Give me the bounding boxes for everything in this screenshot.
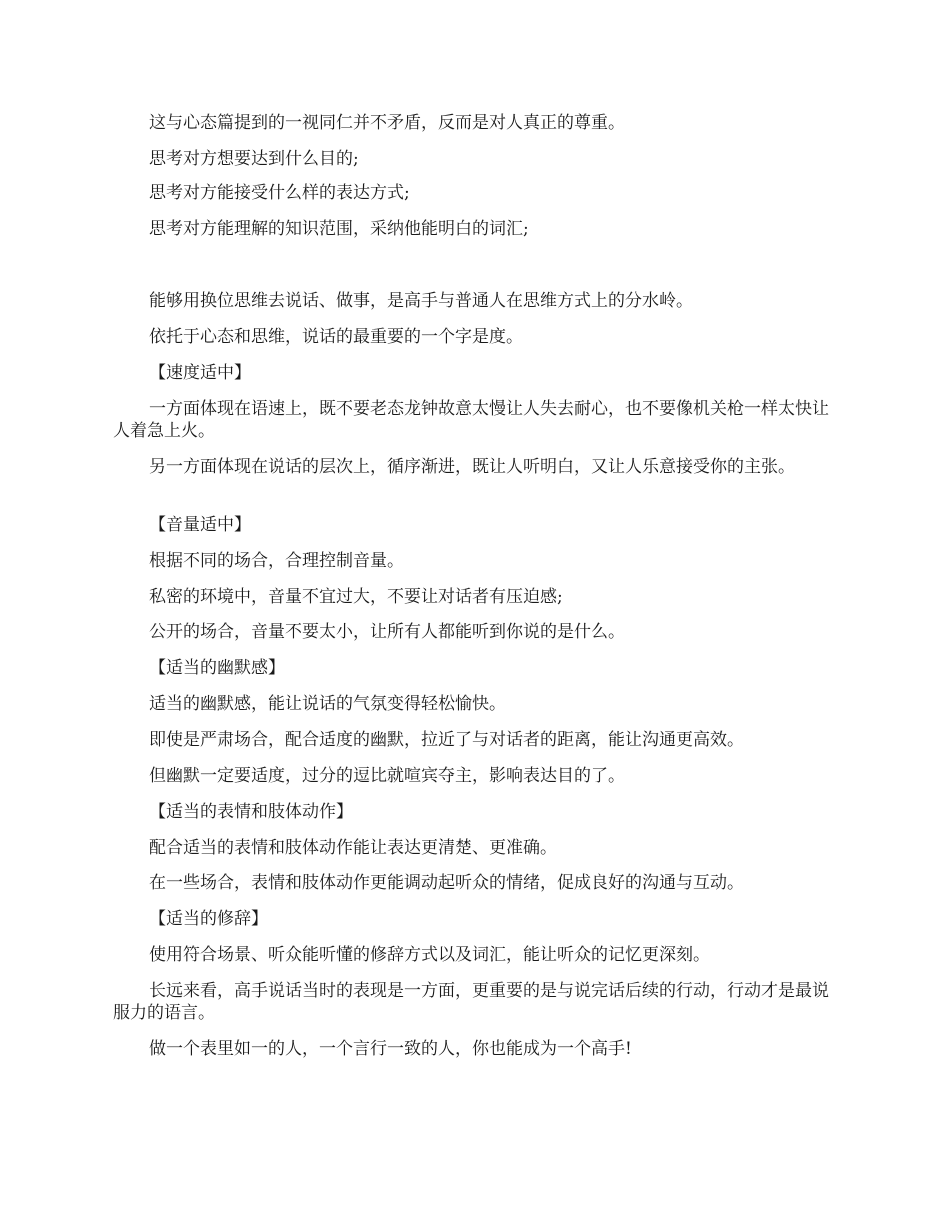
section-heading: 【适当的表情和肢体动作】 xyxy=(149,802,353,822)
paragraph: 长远来看，高手说话当时的表现是一方面，更重要的是与说完话后续的行动，行动才是最说服力的语言。 xyxy=(113,981,829,1023)
paragraph: 依托于心态和思维，说话的最重要的一个字是度。 xyxy=(149,327,523,347)
paragraph: 思考对方能接受什么样的表达方式; xyxy=(149,183,410,203)
paragraph: 一方面体现在语速上，既不要老态龙钟故意太慢让人失去耐心，也不要像机关枪一样太快让人着急上火。 xyxy=(113,399,829,441)
paragraph: 做一个表里如一的人，一个言行一致的人，你也能成为一个高手! xyxy=(149,1039,632,1059)
paragraph: 私密的环境中，音量不宜过大，不要让对话者有压迫感; xyxy=(149,587,563,607)
paragraph: 配合适当的表情和肢体动作能让表达更清楚、更准确。 xyxy=(149,838,557,858)
paragraph: 但幽默一定要适度，过分的逗比就喧宾夺主，影响表达目的了。 xyxy=(149,766,625,786)
paragraph: 能够用换位思维去说话、做事，是高手与普通人在思维方式上的分水岭。 xyxy=(149,291,693,311)
paragraph: 公开的场合，音量不要太小，让所有人都能听到你说的是什么。 xyxy=(149,622,625,642)
paragraph: 思考对方能理解的知识范围，采纳他能明白的词汇; xyxy=(149,219,529,239)
paragraph: 在一些场合，表情和肢体动作更能调动起听众的情绪，促成良好的沟通与互动。 xyxy=(149,873,744,893)
paragraph: 根据不同的场合，合理控制音量。 xyxy=(149,551,404,571)
paragraph: 适当的幽默感，能让说话的气氛变得轻松愉快。 xyxy=(149,694,506,714)
paragraph: 思考对方想要达到什么目的; xyxy=(149,149,359,169)
section-heading: 【音量适中】 xyxy=(149,515,251,535)
paragraph: 这与心态篇提到的一视同仁并不矛盾，反而是对人真正的尊重。 xyxy=(149,113,625,133)
section-heading: 【适当的幽默感】 xyxy=(149,658,285,678)
section-heading: 【速度适中】 xyxy=(149,363,251,383)
paragraph: 另一方面体现在说话的层次上，循序渐进，既让人听明白，又让人乐意接受你的主张。 xyxy=(149,457,795,477)
paragraph: 使用符合场景、听众能听懂的修辞方式以及词汇，能让听众的记忆更深刻。 xyxy=(149,945,710,965)
paragraph: 即使是严肃场合，配合适度的幽默，拉近了与对话者的距离，能让沟通更高效。 xyxy=(149,730,744,750)
section-heading: 【适当的修辞】 xyxy=(149,909,268,929)
